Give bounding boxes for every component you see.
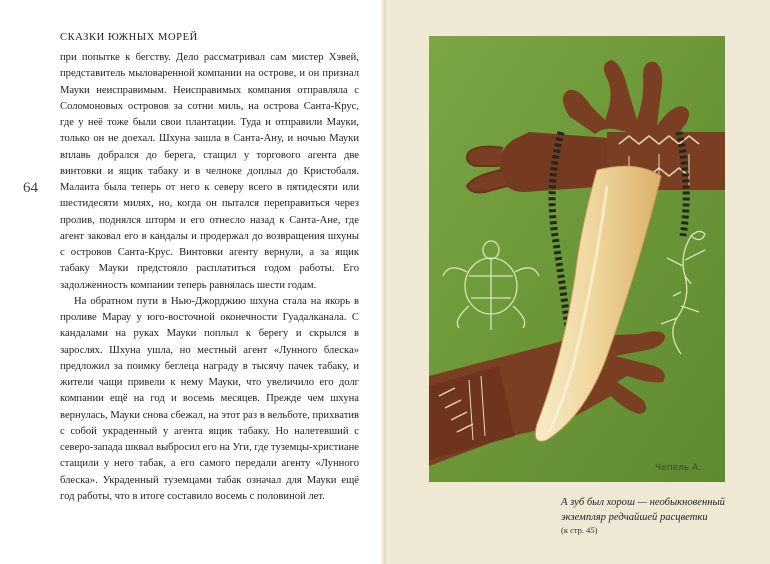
caption-page-reference: (к стр. 45) [561, 525, 598, 535]
paragraph-2: На обратном пути в Нью-Джорджию шхуна стала на якорь в проливе Марау у юго-восточной оконечности Гуадалканала. С кандалами на руках Мауки поплыл к берегу и скрылся в зарослях. Шхуна ушла, но местный агент «Лунного блеска» предложил за поимку беглеца награду в тысячу пачек табаку, и жители чащи привели к нему Мауки, что увеличило его долг компании ещё на год и восемь месяцев. Прежде чем шхуна вернулась, Мауки снова сбежал, на этот раз в вельботе, прихватив с собой украденный у агента ящик табаку. Но налетевший с северо-запада шквал выбросил его на Уги, где туземцы-христиане стащили у него табак, а его самого передали агенту «Лунного блеска». Украденный туземцами табак означал для Мауки ещё год работы, что в итоге составило восемь с половиной лет. [60, 295, 359, 502]
artist-signature: Чепель А. [655, 463, 702, 473]
paragraph-1: при попытке к бегству. Дело рассматривал сам мистер Хэвей, представитель мыловаренной компании на острове, и он признал Мауки неисправимым. Неисправимых компания отправляла с Соломоновых островов за сотни миль, на острова Санта-Крус, где у неё тоже были свои плантации. Туда и отправили Мауки, только он не доехал. Шхуна зашла в Санта-Ану, и ночью Мауки вплавь добрался до берега, стащил у торгового агента две винтовки и ящик табаку и в челноке доплыл до Кристобаля. Малаита была теперь от него к северу всего в пятидесяти или шестидесяти милях, но, когда он пытался переправиться через пролив, поднялся шторм и его отнесло назад к Санта-Ане, где агент заковал его в кандалы и продержал до возвращения шхуны с островов Санта-Крус. Винтовки агенту вернули, а за ящик табаку Мауки предстояло расплатиться годом работы. Его задолженность компании теперь равнялась шести годам. [60, 52, 359, 291]
page-number: 64 [23, 180, 38, 196]
running-head: СКАЗКИ ЮЖНЫХ МОРЕЙ [60, 32, 198, 43]
illustration-painting [429, 36, 725, 482]
painting-svg [429, 36, 725, 482]
illustration-caption: А зуб был хорош — необыкновенный экземпляр редчайшей расцветки [561, 497, 725, 523]
body-text [60, 50, 359, 505]
left-page [0, 0, 384, 564]
